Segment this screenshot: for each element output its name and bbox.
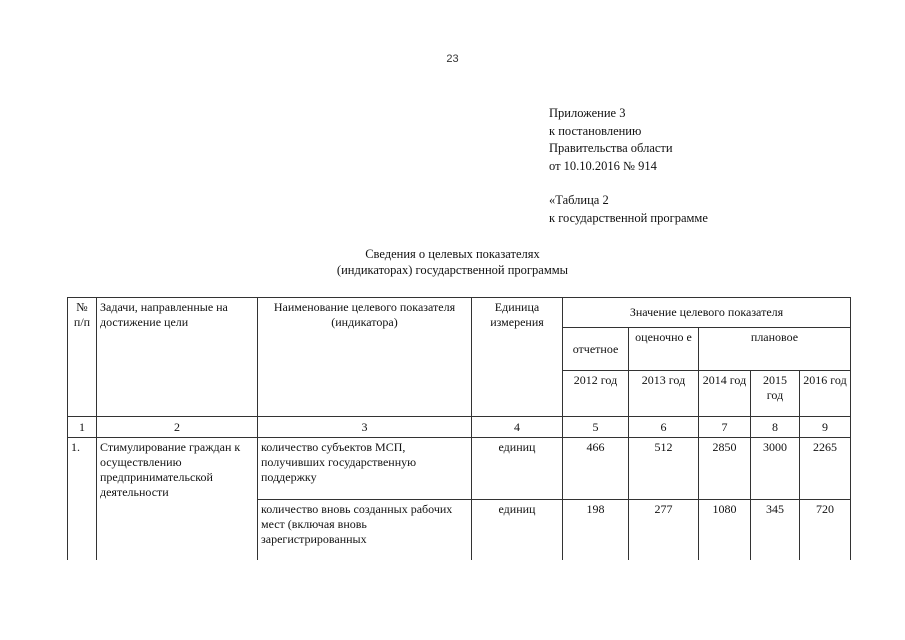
column-number: 3 (258, 417, 472, 438)
header-indicator: Наименование целевого показателя (индикатора) (258, 298, 472, 417)
row-value-2014: 1080 (699, 500, 751, 560)
header-planned: плановое (699, 328, 851, 371)
column-number: 8 (751, 417, 800, 438)
row-value-2014: 2850 (699, 438, 751, 500)
header-num: № п/п (68, 298, 97, 417)
column-number: 2 (97, 417, 258, 438)
header-year-2015: 2015 год (751, 371, 800, 417)
heading-line-1: Сведения о целевых показателях (365, 247, 540, 261)
row-value-2013: 277 (629, 500, 699, 560)
table-row (68, 438, 851, 500)
header-reported: отчетное (563, 328, 629, 371)
header-year-2012: 2012 год (563, 371, 629, 417)
header-year-2016: 2016 год (800, 371, 851, 417)
header-unit: Единица измерения (472, 298, 563, 417)
table-reference (549, 192, 708, 227)
column-number: 5 (563, 417, 629, 438)
column-numbers-row (68, 417, 851, 438)
row-value-2012: 198 (563, 500, 629, 560)
header-year-2013: 2013 год (629, 371, 699, 417)
header-tasks: Задачи, направленные на достижение цели (97, 298, 258, 417)
row-value-2015: 3000 (751, 438, 800, 500)
column-number: 1 (68, 417, 97, 438)
row-value-2013: 512 (629, 438, 699, 500)
row-value-2015: 345 (751, 500, 800, 560)
indicators-table (67, 297, 851, 560)
appendix-line-2: к постановлению (549, 123, 642, 138)
row-value-2016: 720 (800, 500, 851, 560)
document-heading (0, 246, 905, 278)
page-number: 23 (446, 53, 459, 65)
row-num: 1. (68, 438, 97, 560)
row-unit: единиц (472, 438, 563, 500)
appendix-line-3: Правительства области (549, 141, 673, 155)
appendix-line-1: Приложение 3 (549, 106, 626, 120)
row-unit: единиц (472, 500, 563, 560)
appendix-block (549, 105, 673, 175)
appendix-line-4: от 10.10.2016 № 914 (549, 158, 657, 173)
row-task: Стимулирование граждан к осуществлению предпринимательской деятельности (97, 438, 258, 560)
column-number: 7 (699, 417, 751, 438)
row-value-2012: 466 (563, 438, 629, 500)
table-ref-line-1: «Таблица 2 (549, 193, 609, 207)
row-indicator: количество вновь созданных рабочих мест (включая вновь зарегистрированных (258, 500, 472, 560)
column-number: 6 (629, 417, 699, 438)
column-number: 4 (472, 417, 563, 438)
heading-line-2: (индикаторах) государственной программы (336, 263, 569, 277)
table-ref-line-2: к государственной программе (549, 210, 708, 225)
header-value-group: Значение целевого показателя (563, 298, 851, 328)
row-value-2016: 2265 (800, 438, 851, 500)
row-indicator: количество субъектов МСП, получивших государственную поддержку (258, 438, 472, 500)
column-number: 9 (800, 417, 851, 438)
header-estimated: оценочно е (629, 328, 699, 371)
header-year-2014: 2014 год (699, 371, 751, 417)
